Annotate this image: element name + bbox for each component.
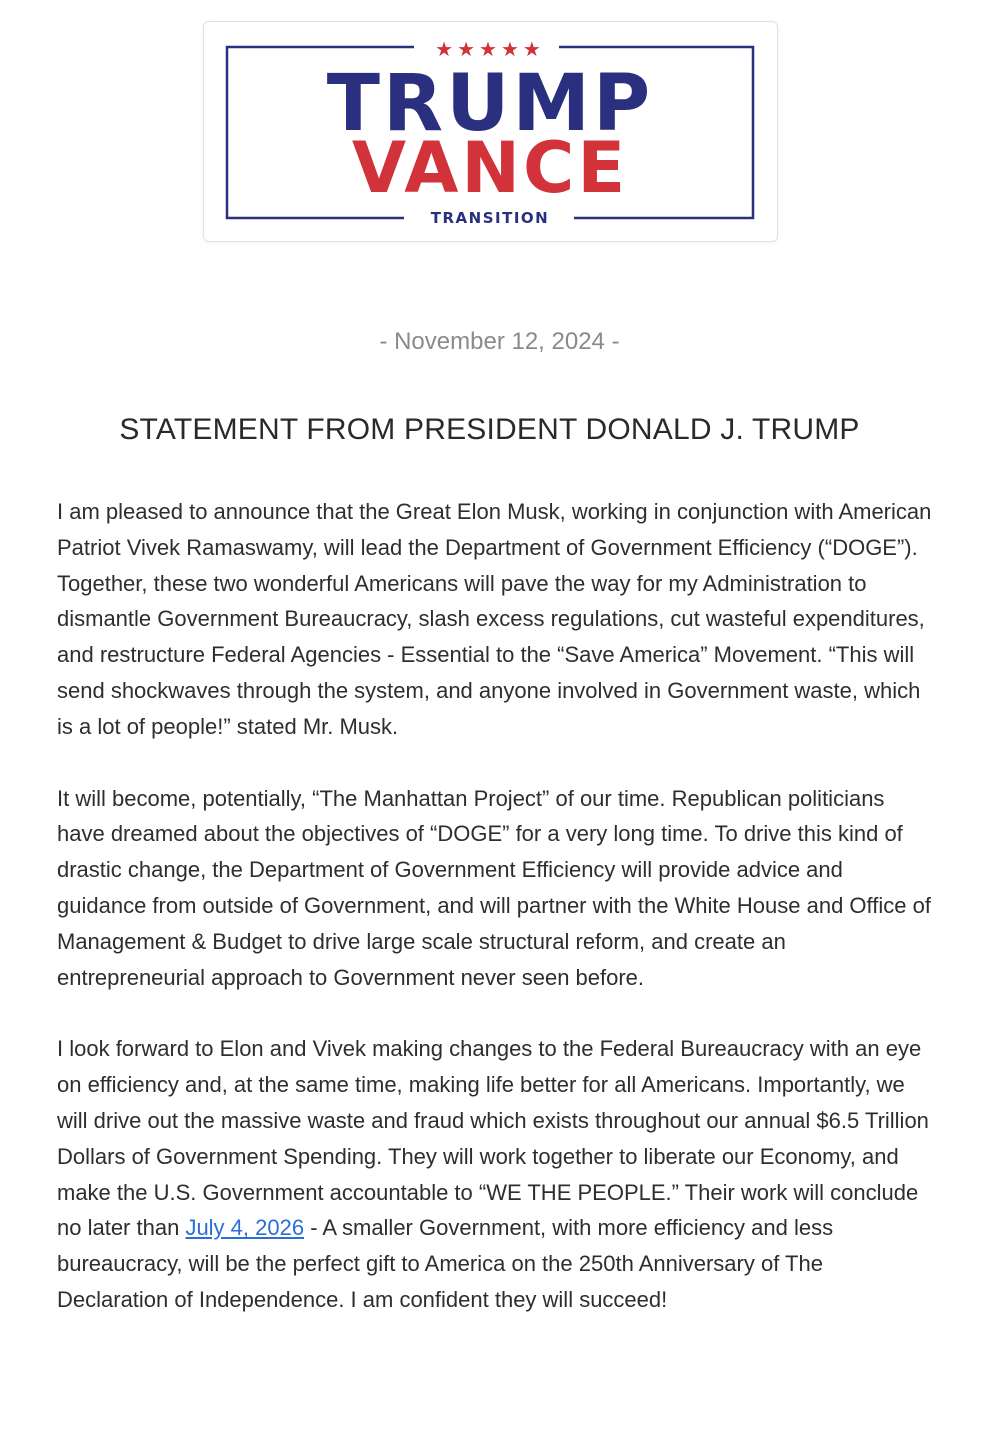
paragraph-2: It will become, potentially, “The Manhattan Project” of our time. Republican politicians have dreamed about the objectives of “DOGE” for a very long time. To drive this kind of drastic change, the Department of Government Efficiency will provide advice and guidance from outside of Government, and will partner with the White House and Office of Management & Budget to drive large scale structural reform, and create an entrepreneurial approach to Government never seen before. [57, 785, 931, 990]
paragraph-3 [57, 1031, 937, 1317]
logo-vance-text: VANCE [351, 127, 629, 209]
stars-icon: ★★★★★ [435, 37, 545, 61]
paragraph-1: I am pleased to announce that the Great Elon Musk, working in conjunction with American Patriot Vivek Ramaswamy, will lead the Department of Government Efficiency (“DOGE”). Together, these two wonderful Americans will pave the way for my Administration to dismantle Government Bureaucracy, slash excess regulations, cut wasteful expenditures, and restructure Federal Agencies - Essential to the “Save America” Movement. “This will send shockwaves through the system, and anyone involved in Government waste, which is a lot of people!” stated Mr. Musk. [57, 499, 932, 739]
paragraph-3-text-after: - A smaller Government, with more efficiency and less bureaucracy, will be the perfect gift to America on the 250th Anniversary of The Declaration of Independence. I am confident they will succeed! [57, 1215, 834, 1312]
statement-title: STATEMENT FROM PRESIDENT DONALD J. TRUMP [119, 413, 860, 446]
paragraph-3-text-before: I look forward to Elon and Vivek making changes to the Federal Bureaucracy with an eye on efficiency and, at the same time, making life better for all Americans. Importantly, we will drive out the massive waste and fraud which exists throughout our annual $6.5 Trillion Dollars of Government Spending. They will work together to liberate our Economy, and make the U.S. Government accountable to “WE THE PEOPLE.” Their work will conclude no later than [57, 1036, 929, 1241]
date-link[interactable]: July 4, 2026 [185, 1215, 305, 1241]
statement-date: - November 12, 2024 - [379, 328, 620, 355]
logo-subtitle: TRANSITION [430, 209, 550, 227]
logo-trump-text: TRUMP [326, 59, 654, 149]
statement-body [57, 494, 937, 1354]
campaign-logo-card [203, 21, 778, 242]
trump-vance-transition-logo [204, 22, 777, 241]
